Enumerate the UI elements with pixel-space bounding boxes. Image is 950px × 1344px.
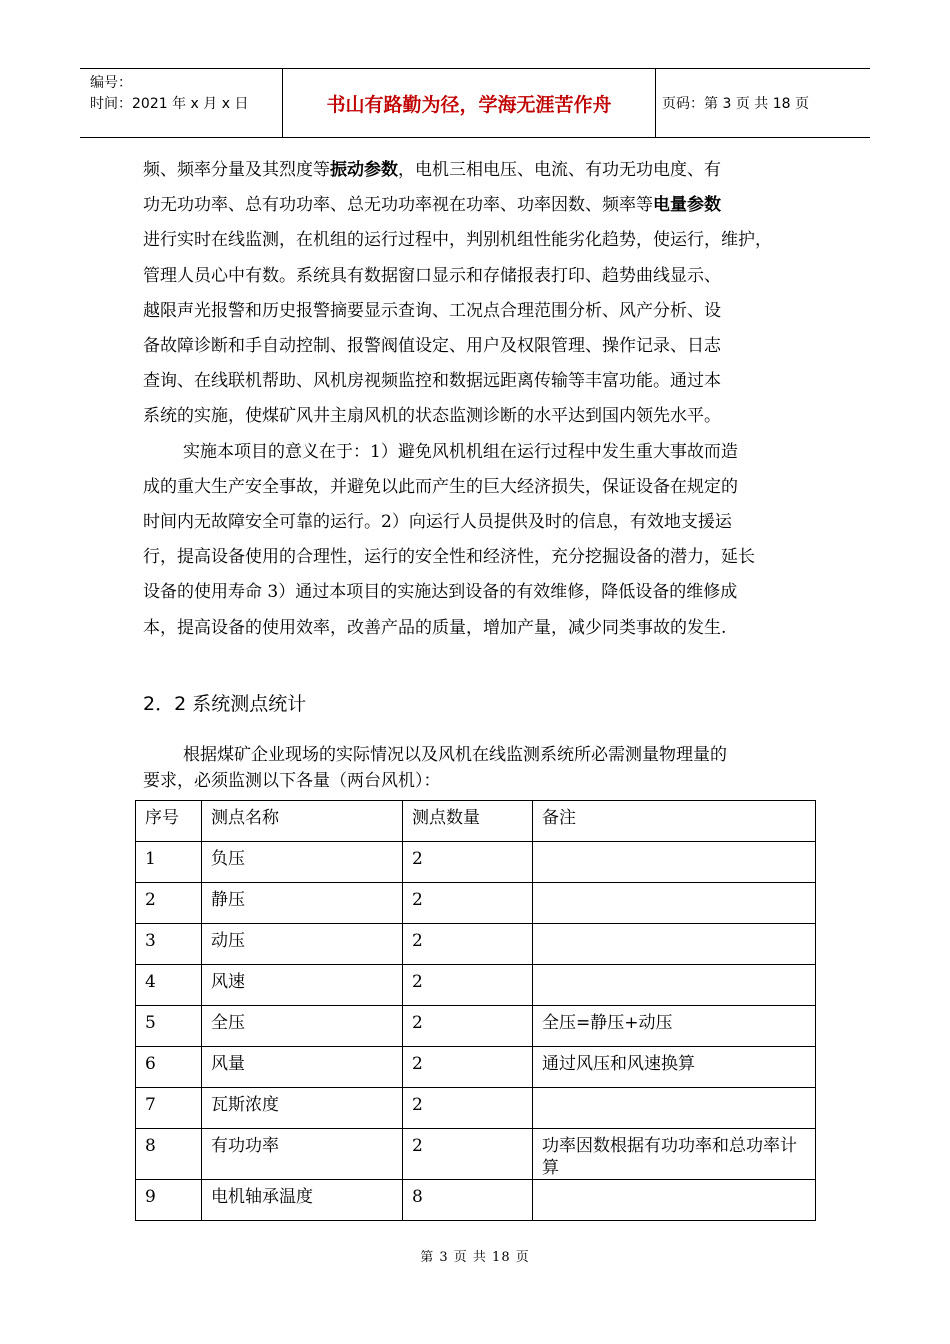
table-cell: 6: [136, 1047, 202, 1088]
page-header: [80, 68, 870, 138]
table-row: [136, 965, 816, 1006]
table-cell: 3: [136, 924, 202, 965]
text-line: 本，提高设备的使用效率，改善产品的质量，增加产量，减少同类事故的发生.: [143, 617, 727, 638]
text-line: 系统的实施，使煤矿风井主扇风机的状态监测诊断的水平达到国内领先水平。: [143, 406, 721, 427]
text-line: 越限声光报警和历史报警摘要显示查询、工况点合理范围分析、风产分析、设: [143, 300, 721, 321]
table-cell: 功率因数根据有功功率和总功率计算: [533, 1129, 816, 1180]
header-info: [80, 69, 283, 137]
table-cell: 2: [403, 924, 533, 965]
header-time: 时间：2021 年 x 月 x 日: [90, 96, 249, 112]
table-cell: 全压=静压+动压: [533, 1006, 816, 1047]
table-cell: [533, 965, 816, 1006]
table-cell: [533, 842, 816, 883]
table-cell: 2: [403, 883, 533, 924]
bold-term: 振动参数: [330, 160, 398, 180]
table-row: [136, 1006, 816, 1047]
table-cell: [533, 1180, 816, 1221]
table-intro: [143, 742, 815, 794]
text-line: 进行实时在线监测，在机组的运行过程中，判别机组性能劣化趋势，使运行，维护，: [143, 230, 772, 251]
measurement-points-table: [135, 800, 816, 1221]
table-row: [136, 1088, 816, 1129]
header-cell: 备注: [533, 801, 816, 842]
table-cell: 2: [403, 1047, 533, 1088]
table-cell: 负压: [202, 842, 403, 883]
table-cell: 7: [136, 1088, 202, 1129]
table-cell: 通过风压和风速换算: [533, 1047, 816, 1088]
table-cell: [533, 924, 816, 965]
table-cell: 8: [136, 1129, 202, 1180]
table-cell: 全压: [202, 1006, 403, 1047]
table-row: [136, 842, 816, 883]
text-line: 要求，必须监测以下各量（两台风机）：: [143, 771, 441, 791]
table-cell: 瓦斯浓度: [202, 1088, 403, 1129]
paragraph-monitoring: [143, 153, 815, 435]
text-line: 备故障诊断和手自动控制、报警阀值设定、用户及权限管理、操作记录、日志: [143, 336, 721, 357]
table-cell: 2: [403, 1088, 533, 1129]
paragraph-significance: [143, 435, 815, 646]
text-line: 根据煤矿企业现场的实际情况以及风机在线监测系统所必需测量物理量的: [183, 745, 727, 765]
table-cell: 有功功率: [202, 1129, 403, 1180]
header-cell: 测点数量: [403, 801, 533, 842]
page-footer: 第 3 页 共 18 页: [420, 1250, 530, 1265]
table-cell: 风速: [202, 965, 403, 1006]
text-line: 设备的使用寿命 3）通过本项目的实施达到设备的有效维修，降低设备的维修成: [143, 582, 738, 603]
table-cell: 2: [403, 842, 533, 883]
header-page-number: 页码：第 3 页 共 18 页: [662, 96, 809, 112]
table-row: [136, 1180, 816, 1221]
table-cell: 电机轴承温度: [202, 1180, 403, 1221]
section-heading: 2．2 系统测点统计: [143, 693, 307, 715]
table-cell: 动压: [202, 924, 403, 965]
bold-term: 电量参数: [653, 195, 721, 216]
table-row: [136, 1047, 816, 1088]
text-line: 功无功功率、总有功功率、总无功功率视在功率、功率因数、频率等电量参数: [143, 195, 721, 216]
table-cell: 2: [136, 883, 202, 924]
table-header-row: [136, 801, 816, 842]
text-line: 时间内无故障安全可靠的运行。2）向运行人员提供及时的信息，有效地支援运: [143, 512, 732, 533]
text-line: 成的重大生产安全事故，并避免以此而产生的巨大经济损失，保证设备在规定的: [143, 476, 738, 497]
text-line: 行，提高设备使用的合理性，运行的安全性和经济性，充分挖掘设备的潜力，延长: [143, 547, 755, 568]
header-cell: 测点名称: [202, 801, 403, 842]
header-code: 编号：: [90, 75, 132, 91]
table-cell: 4: [136, 965, 202, 1006]
body-content: [143, 153, 815, 646]
table-cell: [533, 883, 816, 924]
table-cell: 2: [403, 965, 533, 1006]
table-cell: 9: [136, 1180, 202, 1221]
table-cell: 静压: [202, 883, 403, 924]
table-cell: 2: [403, 1006, 533, 1047]
text-line: 查询、在线联机帮助、风机房视频监控和数据远距离传输等丰富功能。通过本: [143, 371, 721, 392]
table-row: [136, 1129, 816, 1180]
text-line: 实施本项目的意义在于：1）避免风机机组在运行过程中发生重大事故而造: [183, 441, 738, 462]
header-motto: 书山有路勤为径，学海无涯苦作舟: [283, 69, 656, 137]
table-row: [136, 924, 816, 965]
text-line: 管理人员心中有数。系统具有数据窗口显示和存储报表打印、趋势曲线显示、: [143, 265, 721, 286]
table-row: [136, 883, 816, 924]
table-cell: [533, 1088, 816, 1129]
text-line: 频、频率分量及其烈度等振动参数，电机三相电压、电流、有功无功电度、有: [143, 160, 721, 180]
table-cell: 5: [136, 1006, 202, 1047]
table-cell: 风量: [202, 1047, 403, 1088]
table-cell: 8: [403, 1180, 533, 1221]
table-cell: 1: [136, 842, 202, 883]
header-cell: 序号: [136, 801, 202, 842]
table-cell: 2: [403, 1129, 533, 1180]
